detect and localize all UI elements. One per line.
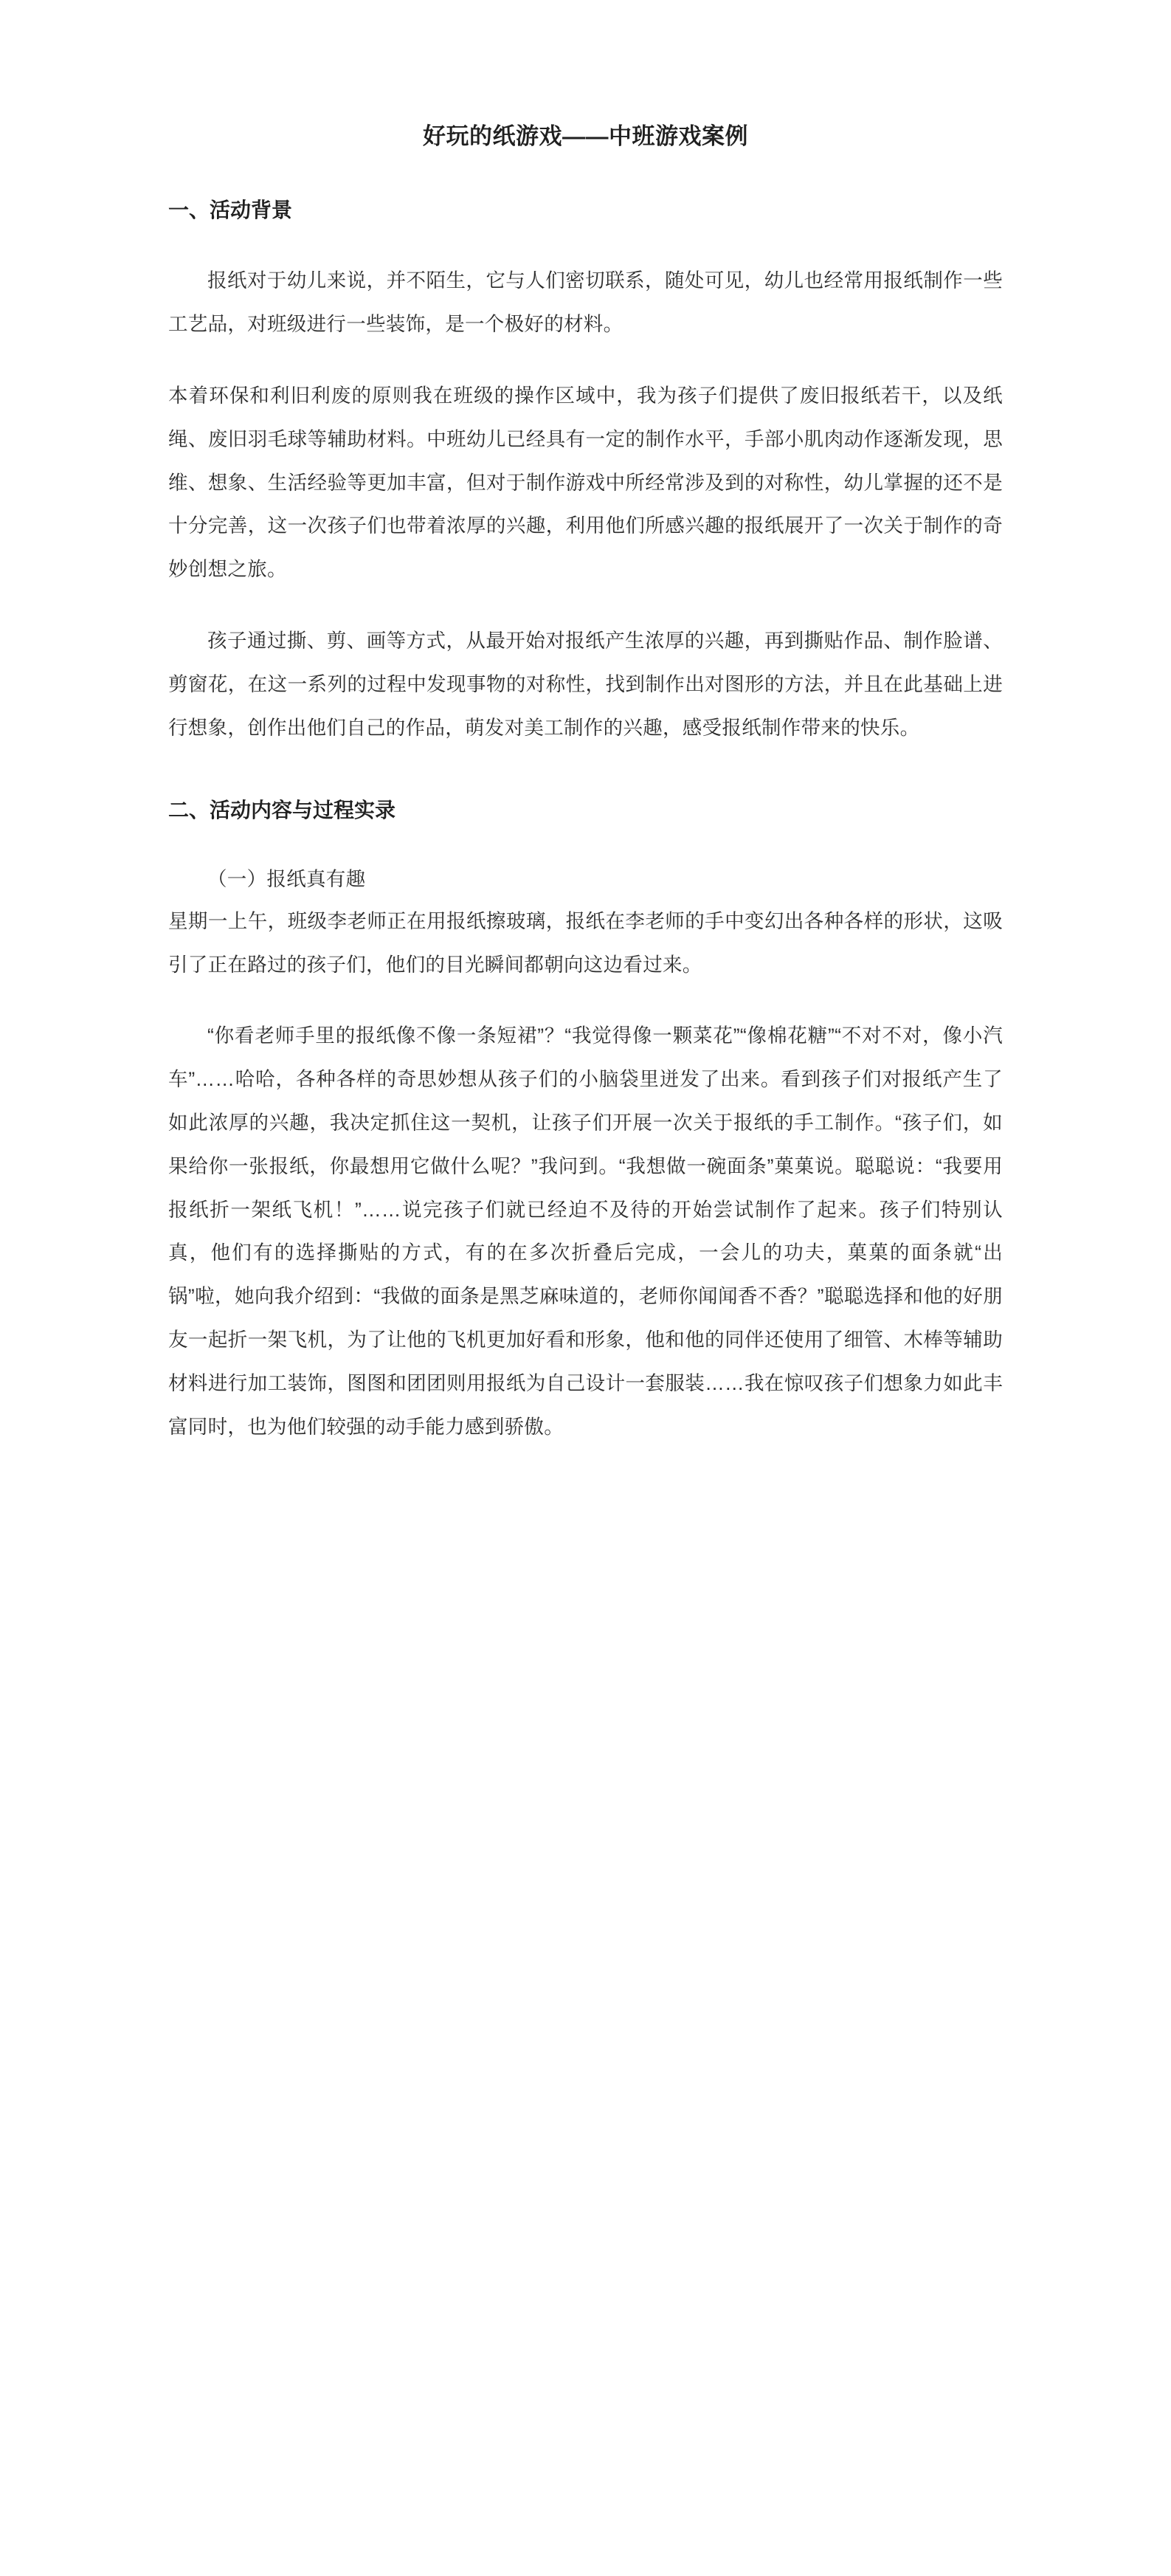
spacer [168,986,1003,1014]
paragraph-background-3: 孩子通过撕、剪、画等方式，从最开始对报纸产生浓厚的兴趣，再到撕贴作品、制作脸谱、剪窗花，在这一系列的过程中发现事物的对称性，找到制作出对图形的方法，并且在此基础上进行想象，创作出他们自己的作品，萌发对美工制作的兴趣，感受报纸制作带来的快乐。 [168,630,1003,739]
spacer [168,827,1003,859]
paragraph-content-2: “你看老师手里的报纸像不像一条短裙”？“我觉得像一颗菜花”“像棉花糖”“不对不对，像小汽车”……哈哈，各种各样的奇思妙想从孩子们的小脑袋里迸发了出来。看到孩子们对报纸产生了如此浓厚的兴趣，我决定抓住这一契机，让孩子们开展一次关于报纸的手工制作。“孩子们，如果给你一张报纸，你最想用它做什么呢？”我问到。“我想做一碗面条”菓菓说。聪聪说：“我要用报纸折一架纸飞机！”……说完孩子们就已经迫不及待的开始尝试制作了起来。孩子们特别认真，他们有的选择撕贴的方式，有的在多次折叠后完成，一会儿的功夫，菓菓的面条就“出锅”啦，她向我介绍到：“我做的面条是黑芝麻味道的，老师你闻闻香不香？”聪聪选择和他的好朋友一起折一架飞机，为了让他的飞机更加好看和形象，他和他的同伴还使用了细管、木棒等辅助材料进行加工装饰，图图和团团则用报纸为自己设计一套服装……我在惊叹孩子们想象力如此丰富同时，也为他们较强的动手能力感到骄傲。 [168,1024,1003,1438]
spacer [168,227,1003,259]
spacer [168,591,1003,619]
paragraph-background-2: 本着环保和利旧利废的原则我在班级的操作区域中，我为孩子们提供了废旧报纸若干，以及纸绳、废旧羽毛球等辅助材料。中班幼儿已经具有一定的制作水平，手部小肌肉动作逐渐发现，思维、想象、生活经验等更加丰富，但对于制作游戏中所经常涉及到的对称性，幼儿掌握的还不是十分完善，这一次孩子们也带着浓厚的兴趣，利用他们所感兴趣的报纸展开了一次关于制作的奇妙创想之旅。 [168,384,1003,581]
section-heading-activity-content: 二、活动内容与过程实录 [168,798,396,822]
section-heading-activity-background: 一、活动背景 [168,198,293,221]
paragraph-content-1: 星期一上午，班级李老师正在用报纸擦玻璃，报纸在李老师的手中变幻出各种各样的形状，这吸引了正在路过的孩子们，他们的目光瞬间都朝向这边看过来。 [168,909,1003,976]
spacer-bottom [168,1449,1003,1468]
paragraph-background-1: 报纸对于幼儿来说，并不陌生，它与人们密切联系，随处可见，幼儿也经常用报纸制作一些工艺品，对班级进行一些装饰，是一个极好的材料。 [168,269,1003,336]
page-title: 好玩的纸游戏——中班游戏案例 [423,123,748,149]
spacer [168,346,1003,374]
subsection-heading-newspaper-fun: （一）报纸真有趣 [207,868,366,891]
